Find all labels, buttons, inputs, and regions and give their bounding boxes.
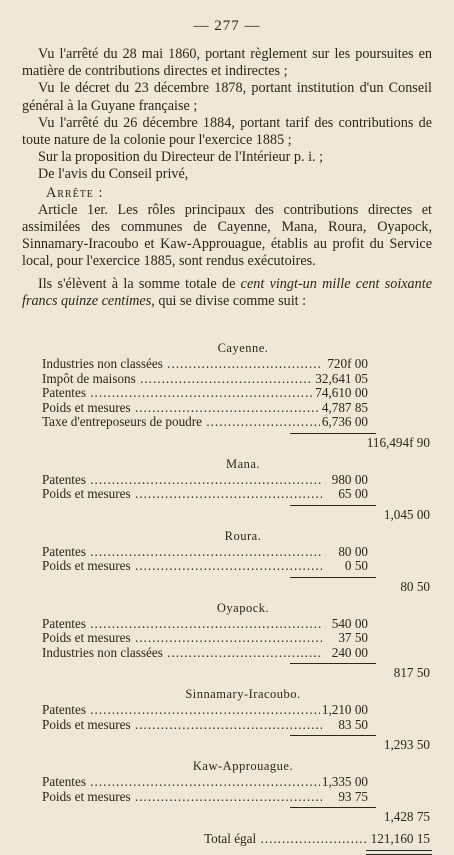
row-label: Poids et mesures .....	[42, 559, 322, 574]
page-number: — 277 —	[193, 18, 261, 34]
commune-subtotal: 1,045 00	[383, 506, 430, 522]
table-row	[22, 357, 434, 372]
article-paragraph: Article 1er. Les rôles principaux des contributions directes et assimilées des communes de Cayenne, Mana, Roura, Oyapock, Sinnamary-Iracoubo et Kaw-Approuague, établis au profit du Service local, pour l'exercice 1885, sont rendus exécutoires.	[22, 201, 432, 270]
commune-block	[22, 340, 434, 450]
subtotal-line	[22, 738, 434, 752]
row-label: Impôt de maisons .....	[42, 372, 322, 387]
row-amount: 37 50	[338, 630, 368, 645]
commune-block	[22, 686, 434, 752]
table-row	[22, 646, 434, 661]
table-row	[22, 415, 434, 430]
row-amount: 240 00	[331, 644, 368, 660]
rolls-table	[22, 340, 434, 848]
preamble-paragraph: Sur la proposition du Directeur de l'Intérieur p. i. ;	[38, 149, 324, 166]
table-row	[22, 718, 434, 733]
subtotal-line	[22, 436, 434, 450]
row-label: Poids et mesures .....	[42, 401, 322, 416]
subtotal-line	[22, 810, 434, 824]
preamble-paragraph: Vu le décret du 23 décembre 1878, portant institution d'un Conseil général à la Guyane française ;	[22, 80, 432, 114]
subtotal-line	[22, 580, 434, 594]
total-double-rule	[366, 850, 432, 855]
total-value: 121,160 15	[370, 831, 430, 846]
preamble-paragraph: Vu l'arrêté du 26 décembre 1884, portant tarif des contributions de toute nature de la colonie pour l'exercice 1885 ;	[22, 114, 432, 149]
table-row	[22, 617, 434, 632]
row-label: Patentes .....	[42, 775, 322, 790]
row-label: Patentes .....	[42, 545, 322, 560]
row-amount: 83 50	[338, 716, 368, 732]
commune-name: Kaw-Approuague.	[192, 759, 294, 773]
table-row	[22, 487, 434, 502]
table-row	[22, 401, 434, 416]
table-row	[22, 473, 434, 488]
commune-name: Oyapock.	[216, 600, 270, 615]
summary-amount-words: cent vingt-un mille cent soixante francs quinze centimes	[22, 275, 432, 309]
table-row	[22, 559, 434, 574]
preamble-paragraph: De l'avis du Conseil privé,	[38, 166, 189, 183]
row-amount: 74,610 00	[315, 385, 368, 400]
commune-subtotal: 80 50	[400, 578, 430, 594]
row-label: Patentes .....	[42, 386, 322, 401]
row-label: Patentes .....	[42, 703, 322, 718]
row-amount: 980 00	[331, 471, 368, 487]
commune-name: Cayenne.	[217, 341, 269, 355]
row-amount: 4,787 85	[321, 399, 368, 415]
row-amount: 65 00	[338, 486, 368, 501]
commune-subtotal: 817 50	[393, 665, 430, 680]
table-row	[22, 545, 434, 560]
table-row	[22, 386, 434, 401]
subtotal-line	[22, 508, 434, 522]
row-label: Poids et mesures .....	[42, 631, 322, 646]
commune-block	[22, 528, 434, 594]
row-label: Poids et mesures .....	[42, 790, 322, 805]
decree-text	[22, 46, 432, 310]
arrete-heading: Arrête :	[46, 184, 104, 201]
commune-block	[22, 456, 434, 522]
commune-block	[22, 758, 434, 824]
table-row	[22, 790, 434, 805]
preamble-paragraph: Vu l'arrêté du 28 mai 1860, portant règlement sur les poursuites en matière de contributions directes et indirectes ;	[22, 46, 432, 80]
row-label: Patentes .....	[42, 473, 322, 488]
table-row	[22, 775, 434, 790]
row-amount: 6,736 00	[321, 414, 368, 429]
row-amount: 1,335 00	[321, 774, 368, 789]
total-label: Total égal .....	[204, 830, 384, 848]
table-row	[22, 631, 434, 646]
summary-paragraph	[22, 276, 432, 310]
commune-name: Roura.	[224, 528, 262, 543]
row-label: Poids et mesures .....	[42, 487, 322, 502]
commune-name: Mana.	[225, 456, 261, 471]
row-amount: 720f 00	[327, 356, 368, 371]
row-amount: 1,210 00	[321, 702, 368, 717]
row-label: Industries non classées .....	[42, 646, 322, 661]
subtotal-line	[22, 666, 434, 680]
commune-subtotal: 116,494f 90	[366, 434, 430, 450]
total-line	[22, 830, 434, 848]
summary-after: , qui se divise comme suit :	[151, 292, 307, 309]
summary-before: Ils s'élèvent à la somme totale de	[38, 275, 241, 292]
commune-subtotal: 1,428 75	[383, 809, 430, 824]
row-label: Taxe d'entreposeurs de poudre .....	[42, 415, 322, 430]
arrete-heading-line	[22, 185, 432, 202]
row-label: Patentes .....	[42, 617, 322, 632]
row-label: Industries non classées .....	[42, 357, 322, 372]
commune-subtotal: 1,293 50	[383, 737, 430, 752]
row-amount: 80 00	[338, 543, 368, 559]
commune-name: Sinnamary-Iracoubo.	[185, 687, 301, 701]
row-amount: 0 50	[344, 558, 368, 573]
commune-block	[22, 600, 434, 681]
table-row	[22, 372, 434, 387]
row-amount: 93 75	[338, 788, 368, 804]
table-row	[22, 703, 434, 718]
row-amount: 32,641 05	[315, 370, 368, 386]
row-label: Poids et mesures .....	[42, 718, 322, 733]
row-amount: 540 00	[331, 615, 368, 631]
